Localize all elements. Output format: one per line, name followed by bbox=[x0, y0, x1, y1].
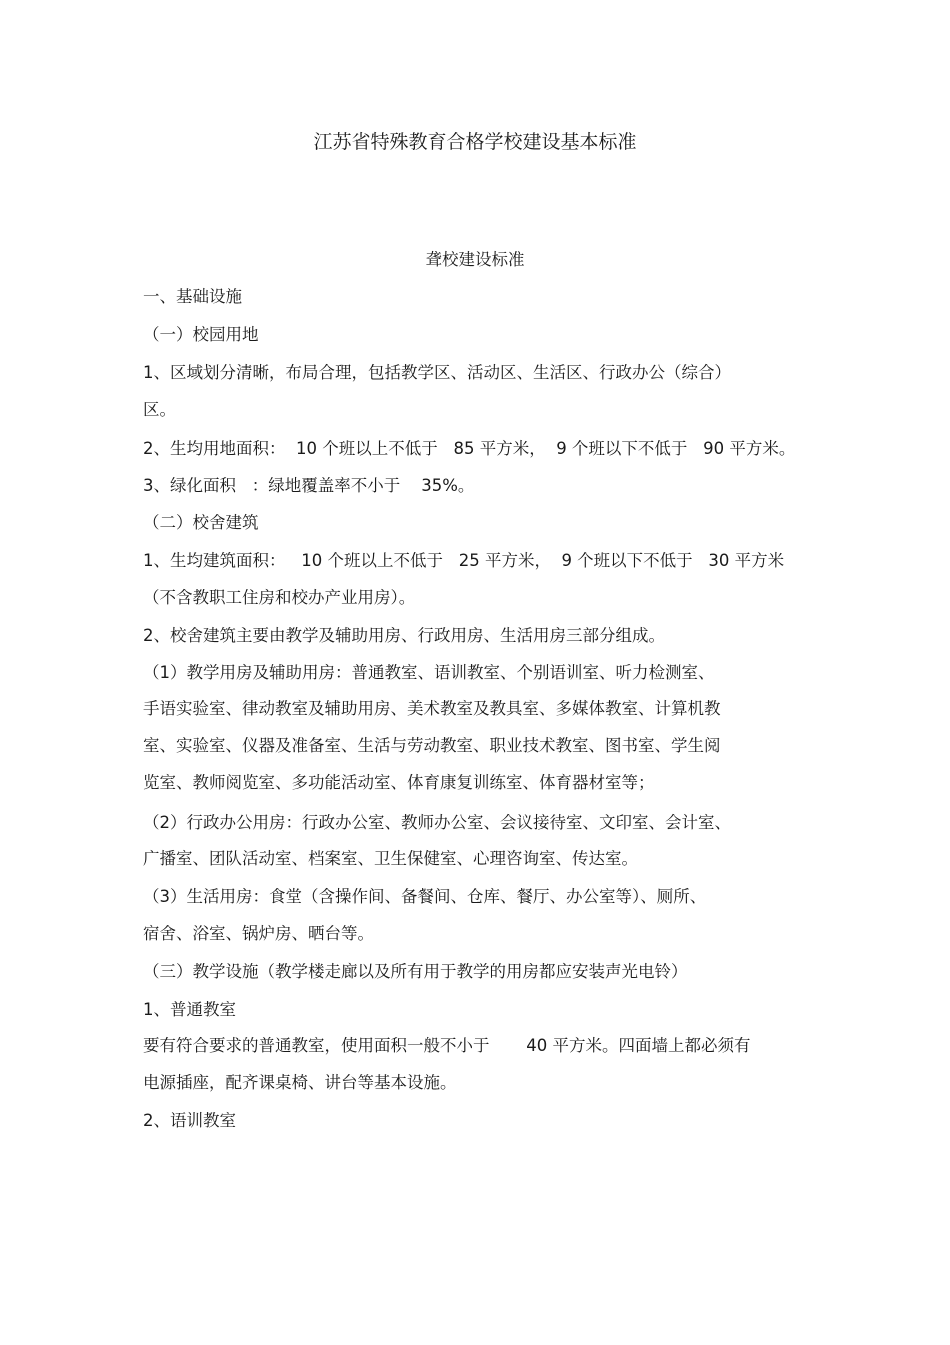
paragraph-line: 1、区域划分清晰，布局合理，包括教学区、活动区、生活区、行政办公（综合） bbox=[143, 363, 731, 382]
paragraph-line: 2、校舍建筑主要由教学及辅助用房、行政用房、生活用房三部分组成。 bbox=[143, 626, 665, 645]
paragraph-line: （1）教学用房及辅助用房：普通教室、语训教室、个别语训室、听力检测室、 bbox=[143, 663, 715, 682]
paragraph-line: 广播室、团队活动室、档案室、卫生保健室、心理咨询室、传达室。 bbox=[143, 849, 638, 868]
paragraph-line: 手语实验室、律动教室及辅助用房、美术教室及教具室、多媒体教室、计算机教 bbox=[143, 699, 721, 718]
paragraph-line: （不含教职工住房和校办产业用房）。 bbox=[143, 588, 416, 607]
document-title: 江苏省特殊教育合格学校建设基本标准 bbox=[313, 131, 637, 153]
paragraph-line: 3、绿化面积 ：绿地覆盖率不小于 35%。 bbox=[143, 476, 475, 495]
paragraph-line: 区。 bbox=[143, 400, 176, 419]
item-heading-line: 2、语训教室 bbox=[143, 1111, 236, 1130]
item-heading-line: 1、普通教室 bbox=[143, 1000, 236, 1019]
paragraph-line: 要有符合要求的普通教室，使用面积一般不小于 40 平方米。四面墙上都必须有 bbox=[143, 1036, 751, 1055]
paragraph-line: 2、生均用地面积： 10 个班以上不低于 85 平方米， 9 个班以下不低于 90 平方米。 bbox=[143, 439, 796, 458]
paragraph-line: （2）行政办公用房：行政办公室、教师办公室、会议接待室、文印室、会计室、 bbox=[143, 813, 731, 832]
subheading-line: （三）教学设施（教学楼走廊以及所有用于教学的用房都应安装声光电铃） bbox=[143, 962, 688, 981]
paragraph-line: 览室、教师阅览室、多功能活动室、体育康复训练室、体育器材室等； bbox=[143, 773, 655, 792]
paragraph-line: 电源插座，配齐课桌椅、讲台等基本设施。 bbox=[143, 1073, 457, 1092]
paragraph-line: （3）生活用房：食堂（含操作间、备餐间、仓库、餐厅、办公室等）、厕所、 bbox=[143, 887, 707, 906]
paragraph-line: 1、生均建筑面积： 10 个班以上不低于 25 平方米， 9 个班以下不低于 30 平方米 bbox=[143, 551, 785, 570]
heading-line: 一、基础设施 bbox=[143, 287, 242, 306]
paragraph-line: 宿舍、浴室、锅炉房、晒台等。 bbox=[143, 924, 374, 943]
section-title: 聋校建设标准 bbox=[425, 250, 525, 269]
paragraph-line: 室、实验室、仪器及准备室、生活与劳动教室、职业技术教室、图书室、学生阅 bbox=[143, 736, 721, 755]
subheading-line: （一）校园用地 bbox=[143, 325, 259, 344]
subheading-line: （二）校舍建筑 bbox=[143, 513, 259, 532]
